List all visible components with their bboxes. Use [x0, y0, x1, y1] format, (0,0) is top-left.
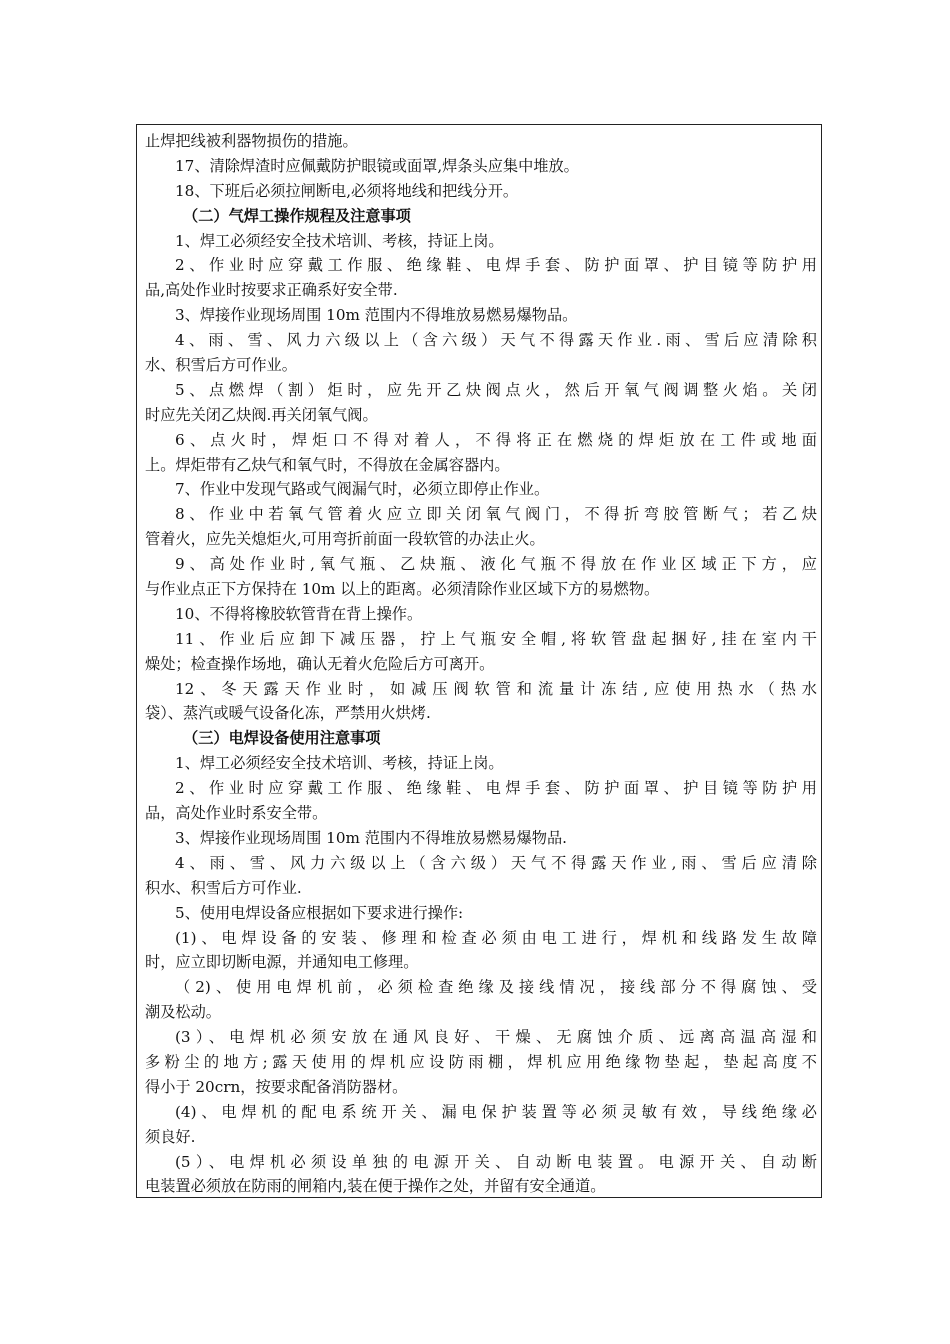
text-line: (4)、电焊机的配电系统开关、漏电保护装置等必须灵敏有效，导线绝缘必 [175, 1102, 817, 1121]
text-line: 得小于 20crn，按要求配备消防器材。 [145, 1077, 408, 1096]
text-line: 3、焊接作业现场周围 10m 范围内不得堆放易燃易爆物品。 [175, 306, 578, 325]
text-line: 5、点燃焊（割）炬时，应先开乙炔阀点火，然后开氧气阀调整火焰。关闭 [175, 380, 817, 399]
text-line: 止焊把线被利器物损伤的措施。 [145, 132, 358, 150]
text-line: 10、不得将橡胶软管背在背上操作。 [175, 604, 423, 623]
text-line: 2、作业时应穿戴工作服、绝缘鞋、电焊手套、防护面罩、护目镜等防护用 [175, 256, 817, 275]
text-line: 须良好. [145, 1127, 196, 1146]
section-heading: （三）电焊设备使用注意事项 [183, 729, 381, 748]
text-line: 12、冬天露天作业时，如减压阀软管和流量计冻结,应使用热水（热水 [175, 679, 817, 698]
text-line: 积水、积雪后方可作业. [145, 878, 302, 897]
text-line: 5、使用电焊设备应根据如下要求进行操作: [175, 903, 464, 922]
document-body [145, 129, 817, 1199]
text-line: 电装置必须放在防雨的闸箱内,装在便于操作之处，并留有安全通道。 [145, 1177, 606, 1196]
text-line: 多粉尘的地方;露天使用的焊机应设防雨棚，焊机应用绝缘物垫起，垫起高度不 [145, 1052, 817, 1071]
text-line: 4、雨、雪、风力六级以上（含六级）天气不得露天作业,雨、雪后应清除 [175, 853, 817, 872]
text-line: 时应先关闭乙炔阀.再关闭氧气阀。 [145, 405, 378, 424]
text-line: 8、作业中若氧气管着火应立即关闭氧气阀门，不得折弯胶管断气；若乙炔 [175, 505, 817, 524]
text-line: 与作业点正下方保持在 10m 以上的距离。必须清除作业区域下方的易燃物。 [145, 580, 660, 599]
text-line: 水、积雪后方可作业。 [145, 356, 297, 375]
text-line: 11、作业后应卸下减压器，拧上气瓶安全帽,将软管盘起捆好,挂在室内干 [175, 629, 817, 648]
text-line: 潮及松动。 [145, 1003, 221, 1022]
text-line: 品,高处作业时按要求正确系好安全带. [145, 281, 398, 300]
text-line: 2、作业时应穿戴工作服、绝缘鞋、电焊手套、防护面罩、护目镜等防护用 [175, 779, 817, 798]
text-line: 燥处；检查操作场地，确认无着火危险后方可离开。 [145, 654, 495, 673]
text-line: (1)、电焊设备的安装、修理和检查必须由电工进行，焊机和线路发生故障 [175, 928, 817, 947]
text-line: 17、清除焊渣时应佩戴防护眼镜或面罩,焊条头应集中堆放。 [175, 156, 579, 175]
section-heading: （二）气焊工操作规程及注意事项 [183, 206, 411, 225]
text-line: 时，应立即切断电源，并通知电工修理。 [145, 953, 419, 972]
text-line: 管着火，应先关熄炬火,可用弯折前面一段软管的办法止火。 [145, 530, 545, 549]
text-line: 9、高处作业时,氧气瓶、乙炔瓶、液化气瓶不得放在作业区域正下方，应 [175, 555, 817, 574]
text-line: (3）、电焊机必须安放在通风良好、干燥、无腐蚀介质、远离高温高湿和 [175, 1028, 817, 1047]
text-line: 品，高处作业时系安全带。 [145, 804, 328, 823]
text-line: 1、焊工必须经安全技术培训、考核，持证上岗。 [175, 754, 504, 773]
text-line: 袋）、蒸汽或暖气设备化冻，严禁用火烘烤. [145, 704, 431, 723]
text-line: 7、作业中发现气路或气阀漏气时，必须立即停止作业。 [175, 480, 550, 499]
text-line: 3、焊接作业现场周围 10m 范围内不得堆放易燃易爆物品. [175, 828, 567, 847]
text-line: 18、下班后必须拉闸断电,必须将地线和把线分开。 [175, 181, 519, 200]
document-frame [136, 124, 822, 1198]
text-line: 6、点火时，焊炬口不得对着人，不得将正在燃烧的焊炬放在工件或地面 [175, 430, 817, 449]
text-line: 4、雨、雪、风力六级以上（含六级）天气不得露天作业.雨、雪后应清除积 [175, 331, 817, 350]
text-line: 上。焊炬带有乙炔气和氧气时，不得放在金属容器内。 [145, 455, 510, 474]
text-line: （2)、使用电焊机前，必须检查绝缘及接线情况，接线部分不得腐蚀、受 [175, 978, 817, 997]
text-line: (5）、电焊机必须设单独的电源开关、自动断电装置。电源开关、自动断 [175, 1152, 817, 1171]
text-line: 1、焊工必须经安全技术培训、考核，持证上岗。 [175, 231, 504, 250]
